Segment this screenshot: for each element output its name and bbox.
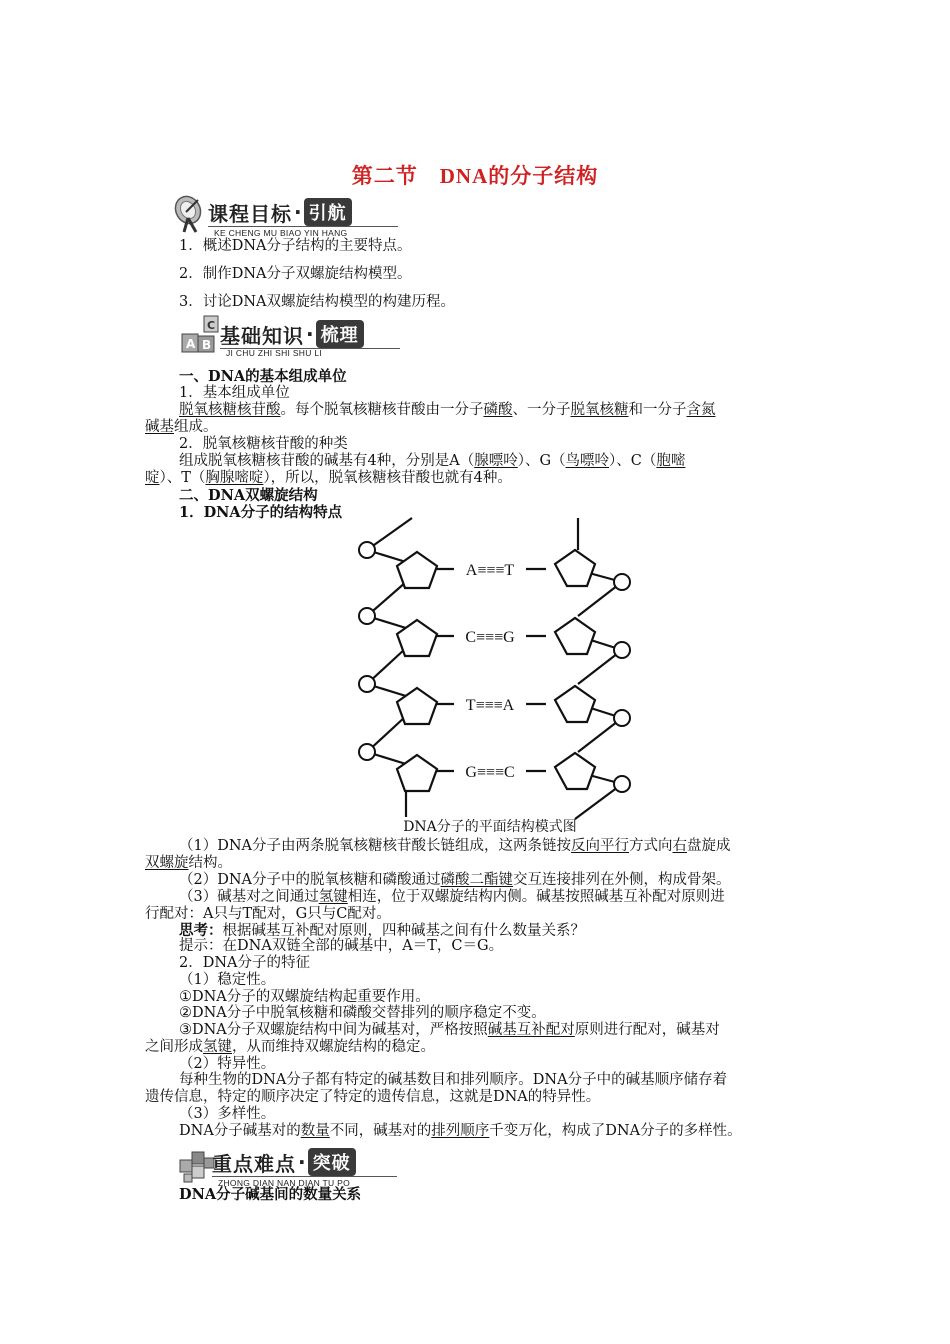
text: （2）DNA分子中的脱氧核糖和磷酸通过: [179, 872, 441, 888]
deoxyribose-pentagon: [397, 755, 437, 791]
banner-dot: ·: [306, 322, 314, 346]
phosphate-circle: [359, 608, 375, 624]
blank: 腺嘌呤: [474, 453, 518, 469]
section-1-heading: 一、DNA的基本组成单位: [179, 368, 347, 385]
banner-title: 重点难点: [212, 1151, 296, 1176]
text: 。每个脱氧核糖核苷酸由一分子: [280, 402, 484, 418]
blank: 碱基: [145, 419, 174, 435]
blank: 啶: [145, 470, 160, 486]
s1-line4: [145, 470, 512, 488]
banner-course-goals: [172, 192, 412, 240]
blank: 脱氧核糖核苷酸: [179, 402, 281, 418]
text: ，从而维持双螺旋结构的稳定。: [232, 1039, 435, 1055]
icon-letter-c: C: [207, 319, 216, 332]
blank: 反向平行: [571, 838, 630, 854]
abc-blocks-icon: [180, 312, 220, 356]
s2-p2: [179, 872, 731, 890]
banner-rule: [208, 226, 398, 227]
text: 方式向: [629, 838, 673, 854]
s2-p1b: [145, 855, 232, 873]
blank: 含氮: [686, 402, 716, 418]
s2-stability-2: ②DNA分子中脱氧核糖和磷酸交替排列的顺序稳定不变。: [179, 1005, 546, 1021]
banner-title: 基础知识: [220, 323, 304, 348]
banner-key-points: [176, 1142, 416, 1190]
deoxyribose-pentagon: [397, 620, 437, 656]
s2-specificity-2: 遗传信息，特定的顺序决定了特定的遗传信息，这就是DNA的特异性。: [145, 1089, 601, 1105]
s2-stability: （1）稳定性。: [179, 972, 276, 988]
phosphate-circle: [359, 542, 375, 558]
text: 、一分子: [512, 402, 571, 418]
text: 之间形成: [145, 1039, 203, 1055]
s2-specificity-1: 每种生物的DNA分子都有特定的碱基数目和排列顺序。DNA分子中的碱基顺序储存着: [179, 1072, 728, 1088]
s1-line2: [145, 419, 218, 437]
base-pair-label: C≡≡≡G: [465, 629, 515, 646]
text: （3）碱基对之间通过: [179, 889, 319, 905]
banner-pinyin: ZHONG DIAN NAN DIAN TU PO: [218, 1178, 351, 1188]
text: 不同，碱基对的: [329, 1123, 432, 1139]
text: 组成脱氧核糖核苷酸的碱基有4种，分别是A（: [179, 453, 475, 469]
think-label: 思考：: [179, 922, 223, 939]
s2-sub2: 2．DNA分子的特征: [179, 955, 311, 971]
banner-pinyin: KE CHENG MU BIAO YIN HANG: [214, 228, 348, 238]
s2-stability-3b: [145, 1039, 435, 1057]
banner-tag: 梳理: [316, 320, 364, 348]
banner-dot: ·: [298, 1150, 306, 1174]
deoxyribose-pentagon: [555, 618, 595, 654]
satellite-dish-icon: [172, 192, 212, 236]
text: ③DNA分子双螺旋结构中间为碱基对，严格按照: [179, 1022, 488, 1038]
blank: 鸟嘌呤: [565, 453, 610, 469]
s1-sub2: 2．脱氧核糖核苷酸的种类: [179, 436, 348, 452]
phosphate-circle: [614, 574, 630, 590]
banner-tag: 突破: [308, 1148, 356, 1176]
text: ）、C（: [609, 453, 657, 469]
phosphate-circle: [359, 744, 375, 760]
goal-1: 1．概述DNA分子结构的主要特点。: [179, 238, 412, 254]
base-pair-label: T≡≡≡A: [465, 697, 515, 714]
text: 千变万化，构成了DNA分子的多样性。: [489, 1123, 742, 1139]
text: 盘旋成: [687, 838, 731, 854]
text: 原则进行配对，碱基对: [574, 1022, 720, 1038]
dna-structure-diagram: [350, 512, 640, 824]
text: 组成。: [174, 419, 218, 435]
diagram-caption: DNA分子的平面结构模式图: [403, 819, 577, 835]
s2-diversity: （3）多样性。: [179, 1106, 276, 1122]
icon-letter-a: A: [186, 337, 196, 351]
text: 结构。: [188, 855, 232, 871]
blank: 氢键: [318, 889, 348, 905]
text: DNA分子碱基对的: [179, 1123, 301, 1139]
banner-basic-knowledge: [180, 312, 420, 360]
text: ）、G（: [517, 453, 566, 469]
text: ）、T（: [159, 470, 206, 486]
s2-p3: [179, 889, 725, 907]
text: 相连，位于双螺旋结构内侧。碱基按照碱基互补配对原则进: [347, 889, 725, 905]
phosphate-circle: [614, 776, 630, 792]
text: 交互连接排列在外侧，构成骨架。: [513, 872, 731, 888]
banner-rule: [212, 1176, 397, 1177]
blank: 右: [672, 838, 688, 854]
blank: 碱基互补配对: [487, 1022, 575, 1038]
s2-p1: [179, 838, 731, 856]
blank: 双螺旋: [145, 855, 189, 871]
base-pair-label: A≡≡≡T: [465, 562, 515, 579]
blank: 数量: [300, 1123, 330, 1139]
goal-3: 3．讨论DNA双螺旋结构模型的构建历程。: [179, 294, 456, 310]
deoxyribose-pentagon: [555, 753, 595, 789]
blank: 磷酸: [483, 402, 513, 418]
blank: 脱氧核糖: [570, 402, 629, 418]
phosphate-circle: [359, 676, 375, 692]
phosphate-circle: [614, 710, 630, 726]
deoxyribose-pentagon: [397, 688, 437, 724]
icon-letter-b: B: [202, 338, 212, 352]
text: 根据碱基互补配对原则，四种碱基之间有什么数量关系？: [222, 923, 585, 939]
s2-specificity: （2）特异性。: [179, 1056, 276, 1072]
banner-title: 课程目标: [208, 201, 292, 226]
text: ），所以，脱氧核糖核苷酸也就有4种。: [263, 470, 512, 486]
banner-pinyin: JI CHU ZHI SHI SHU LI: [226, 348, 323, 358]
banner-dot: ·: [294, 200, 302, 224]
text: （1）DNA分子由两条脱氧核糖核苷酸长链组成，这两条链按: [179, 838, 572, 854]
goal-2: 2．制作DNA分子双螺旋结构模型。: [179, 266, 412, 282]
s2-stability-3: [179, 1022, 720, 1040]
phosphate-circle: [614, 642, 630, 658]
page-title: 第二节 DNA的分子结构: [351, 164, 599, 188]
s1-line1: [179, 402, 716, 420]
s2-diversity-1: [179, 1123, 742, 1141]
blank: 磷酸二酯键: [440, 872, 514, 888]
section-2-heading: 二、DNA双螺旋结构: [179, 487, 318, 504]
blank: 胞嘧: [656, 453, 686, 469]
s2-hint: 提示：在DNA双链全部的碱基中，A＝T，C＝G。: [179, 938, 504, 954]
text: 和一分子: [628, 402, 687, 418]
blank: 胸腺嘧啶: [205, 470, 264, 486]
blank: 排列顺序: [431, 1123, 490, 1139]
s2-stability-1: ①DNA分子的双螺旋结构起重要作用。: [179, 989, 430, 1005]
s2-p3b: 行配对：A只与T配对，G只与C配对。: [145, 906, 391, 922]
blank: 氢键: [203, 1039, 232, 1055]
deoxyribose-pentagon: [555, 686, 595, 722]
s1-sub1: 1．基本组成单位: [179, 385, 290, 401]
deoxyribose-pentagon: [397, 552, 437, 588]
base-pair-label: G≡≡≡C: [465, 764, 515, 781]
cubes-icon: [176, 1142, 216, 1186]
s2-sub1: 1．DNA分子的结构特点: [179, 504, 343, 521]
s1-line3: [179, 453, 685, 471]
section-3-heading: DNA分子碱基间的数量关系: [179, 1186, 362, 1203]
banner-tag: 引航: [304, 198, 352, 226]
deoxyribose-pentagon: [555, 550, 595, 586]
